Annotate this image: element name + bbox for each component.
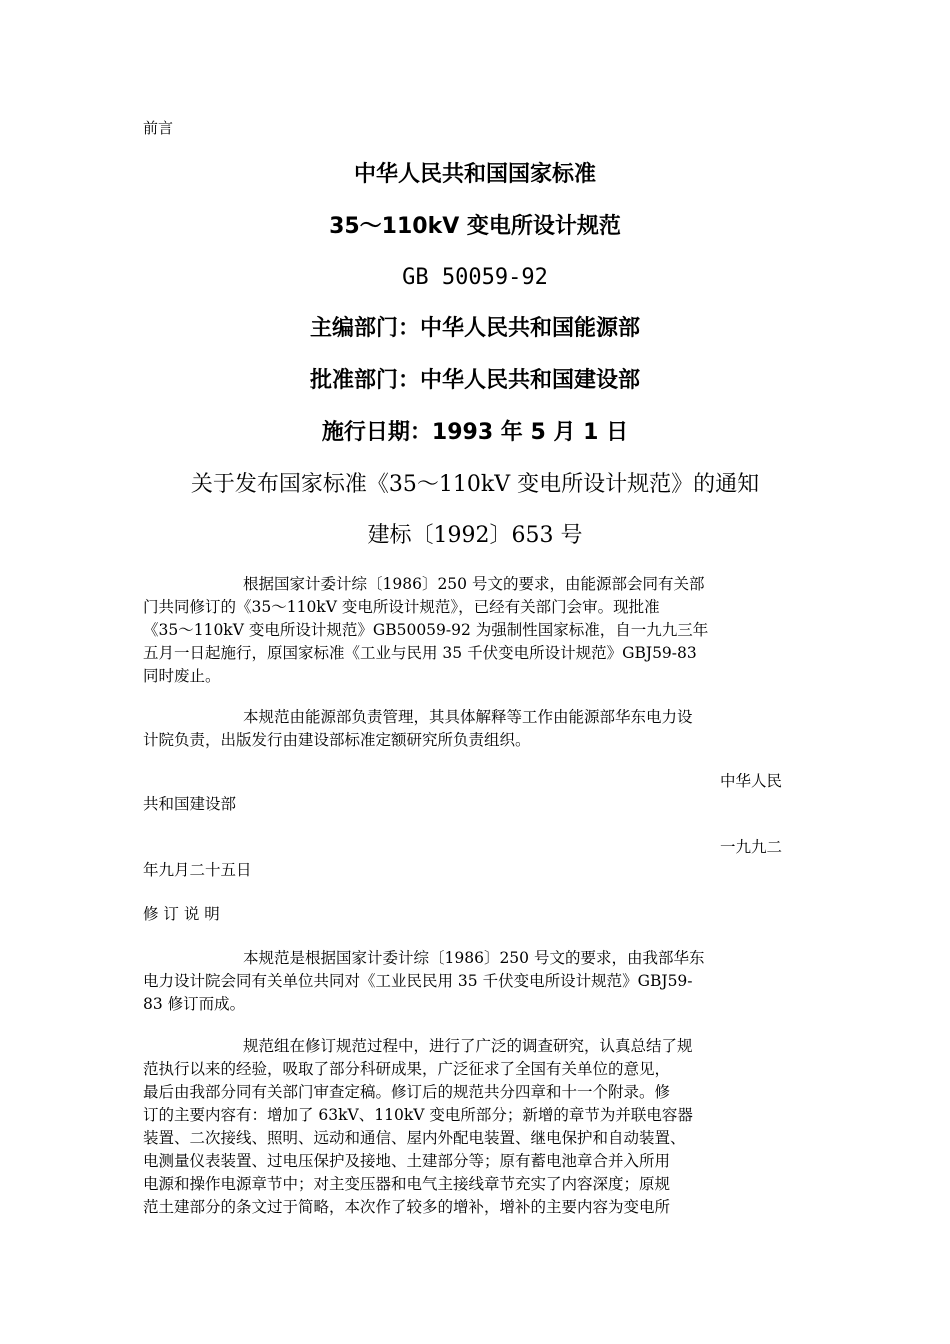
text-line: 本规范是根据国家计委计综〔1986〕250 号文的要求，由我部华东	[243, 949, 705, 967]
notice-title: 关于发布国家标准《35～110kV 变电所设计规范》的通知	[190, 472, 760, 497]
text-line: 电测量仪表装置、过电压保护及接地、土建部分等；原有蓄电池章合并入所用	[143, 1152, 671, 1170]
text-line: 同时废止。	[143, 667, 221, 685]
text-line: 83 修订而成。	[143, 995, 246, 1013]
text-line: 根据国家计委计综〔1986〕250 号文的要求，由能源部会同有关部	[243, 575, 705, 593]
text-line: 电力设计院会同有关单位共同对《工业民民用 35 千伏变电所设计规范》GBJ59-	[143, 972, 693, 990]
signature-date-part2: 年九月二十五日	[143, 861, 252, 879]
approval-dept: 批准部门：中华人民共和国建设部	[309, 368, 640, 393]
notice-paragraph-1	[143, 573, 813, 688]
signature-org-part2: 共和国建设部	[143, 795, 237, 813]
text-line: 范土建部分的条文过于简略，本次作了较多的增补，增补的主要内容为变电所	[143, 1198, 671, 1216]
standard-code: GB 50059-92	[402, 265, 548, 290]
text-line: 本规范由能源部负责管理，其具体解释等工作由能源部华东电力设	[243, 708, 693, 726]
standard-subtitle: 35～110kV 变电所设计规范	[329, 214, 621, 239]
effective-date: 施行日期：1993 年 5 月 1 日	[321, 420, 629, 445]
text-line: 计院负责，出版发行由建设部标准定额研究所负责组织。	[143, 731, 531, 749]
text-line: 电源和操作电源章节中；对主变压器和电气主接线章节充实了内容深度；原规	[143, 1175, 671, 1193]
text-line: 最后由我部分同有关部门审查定稿。修订后的规范共分四章和十一个附录。修	[143, 1083, 671, 1101]
notice-number: 建标〔1992〕653 号	[367, 523, 583, 548]
signature-date-part1: 一九九二	[720, 838, 783, 856]
notice-paragraph-2	[143, 706, 813, 752]
text-line: 门共同修订的《35～110kV 变电所设计规范》，已经有关部门会审。现批准	[143, 598, 660, 616]
chief-editor-dept: 主编部门：中华人民共和国能源部	[309, 316, 640, 341]
revision-paragraph-1	[143, 947, 813, 1016]
text-line: 规范组在修订规范过程中，进行了广泛的调查研究，认真总结了规	[243, 1037, 693, 1055]
text-line: 《35～110kV 变电所设计规范》GB50059-92 为强制性国家标准，自一九九三年	[143, 621, 709, 639]
standard-title: 中华人民共和国国家标准	[353, 162, 596, 187]
text-line: 订的主要内容有：增加了 63kV、110kV 变电所部分；新增的章节为并联电容器	[143, 1106, 693, 1124]
revision-paragraph-2	[143, 1035, 813, 1219]
text-line: 范执行以来的经验，吸取了部分科研成果，广泛征求了全国有关单位的意见，	[143, 1060, 671, 1078]
text-line: 五月一日起施行，原国家标准《工业与民用 35 千伏变电所设计规范》GBJ59-83	[143, 644, 697, 662]
preface-label: 前言	[143, 119, 174, 137]
signature-org-part1: 中华人民	[720, 772, 783, 790]
revision-heading: 修 订 说 明	[143, 905, 220, 923]
text-line: 装置、二次接线、照明、远动和通信、屋内外配电装置、继电保护和自动装置、	[143, 1129, 686, 1147]
